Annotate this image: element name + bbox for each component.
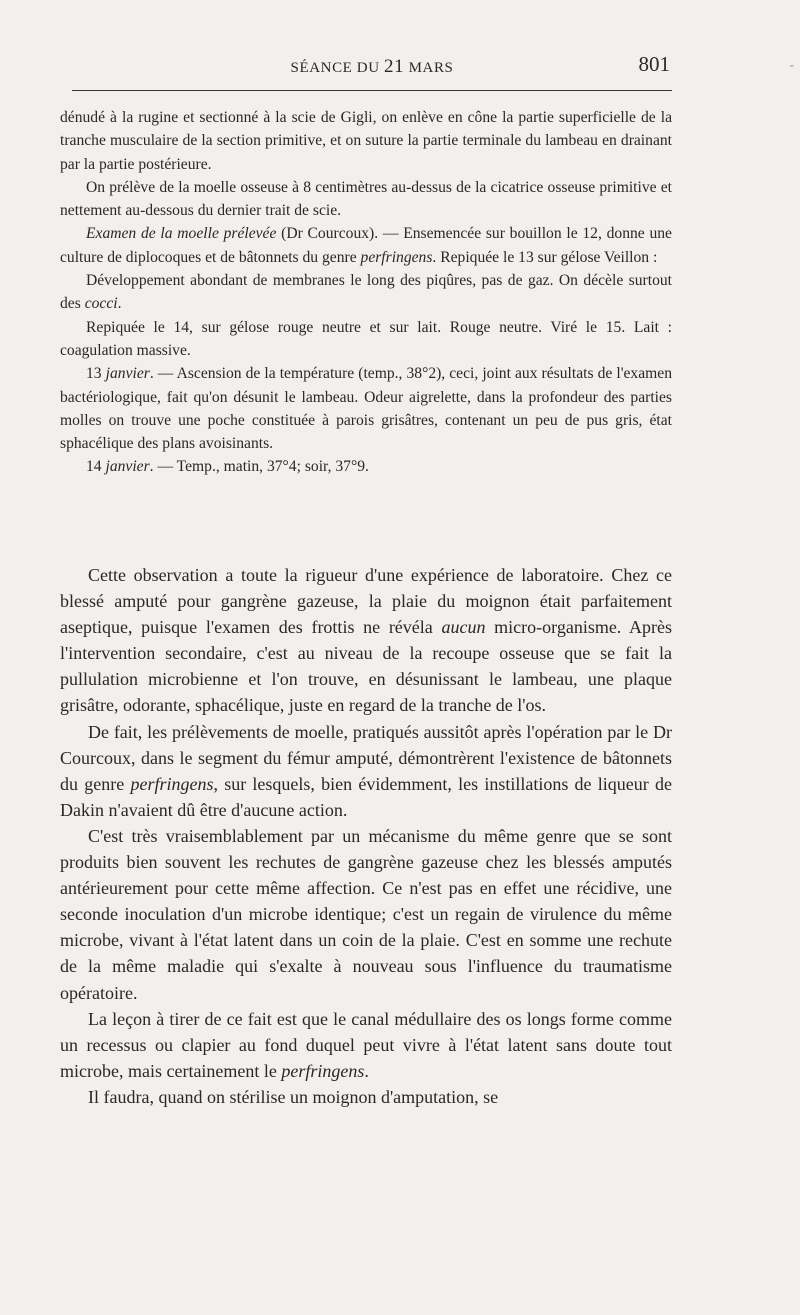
case-report xyxy=(60,106,672,479)
paragraph: Repiquée le 14, sur gélose rouge neutre et sur lait. Rouge neutre. Viré le 15. Lait : coagulation massive. xyxy=(60,318,672,359)
paragraph: Examen de la moelle prélevée (Dr Courcoux). — Ensemencée sur bouillon le 12, donne une culture de diplocoques et de bâtonnets du genre perfringens. Repiquée le 13 sur gélose Veillon : xyxy=(60,225,672,266)
margin-mark: - xyxy=(789,58,794,73)
paragraph: dénudé à la rugine et sectionné à la scie de Gigli, on enlève en cône la partie superficielle de la tranche musculaire de la section primitive, et on suture la partie terminale du lambeau en drainant par la partie postérieure. xyxy=(60,109,672,173)
paragraph: Cette observation a toute la rigueur d'une expérience de laboratoire. Chez ce blessé amputé pour gangrène gazeuse, la plaie du moignon était parfaitement aseptique, puisque l'examen des frottis ne révéla aucun micro-organisme. Après l'intervention secondaire, c'est au niveau de la recoupe osseuse que se fait la pullulation microbienne et l'on trouve, en désunissant le lambeau, une plaque grisâtre, odorante, sphacélique, juste en regard de la tranche de l'os. xyxy=(60,565,672,716)
paragraph: Il faudra, quand on stérilise un moignon d'amputation, se xyxy=(88,1086,499,1107)
paragraph: La leçon à tirer de ce fait est que le canal médullaire des os longs forme comme un recessus ou clapier au fond duquel peut vivre à l'état latent sans doute tout microbe, mais certainement le perfringens. xyxy=(60,1008,672,1081)
page-number: 801 xyxy=(638,52,670,76)
paragraph: 14 janvier. — Temp., matin, 37°4; soir, 37°9. xyxy=(86,458,369,476)
paragraph: C'est très vraisemblablement par un mécanisme du même genre que se sont produits bien souvent les rechutes de gangrène gazeuse chez les blessés amputés antérieurement pour cette même affection. Ce n'est pas en effet une récidive, une seconde inoculation d'un microbe identique; c'est un regain de virulence du même microbe, vivant à l'état latent dans un coin de la plaie. C'est en somme une rechute de la même maladie qui s'exalte à nouveau sous l'influence du traumatisme opératoire. xyxy=(60,825,672,1003)
paragraph: De fait, les prélèvements de moelle, pratiqués aussitôt après l'opération par le Dr Courcoux, dans le segment du fémur amputé, démontrèrent l'existence de bâtonnets du genre perfringens, sur lesquels, bien évidemment, les instillations de liqueur de Dakin n'avaient dû être d'aucune action. xyxy=(60,721,672,820)
running-title: SÉANCE DU 21 MARS xyxy=(290,56,454,77)
commentary xyxy=(60,562,672,1110)
paragraph: Développement abondant de membranes le long des piqûres, pas de gaz. On décèle surtout des cocci. xyxy=(60,272,672,313)
header-rule xyxy=(72,90,672,91)
paragraph: 13 janvier. — Ascension de la température (temp., 38°2), ceci, joint aux résultats de l'examen bactériologique, fait qu'on désunit le lambeau. Odeur aigrelette, dans la profondeur des parties molles on trouve une poche constituée à parois grisâtres, contenant un peu de pus gris, état sphacélique des plans avoisinants. xyxy=(60,365,672,453)
running-head xyxy=(72,50,672,80)
paragraph: On prélève de la moelle osseuse à 8 centimètres au-dessus de la cicatrice osseuse primitive et nettement au-dessous du dernier trait de scie. xyxy=(60,178,672,220)
